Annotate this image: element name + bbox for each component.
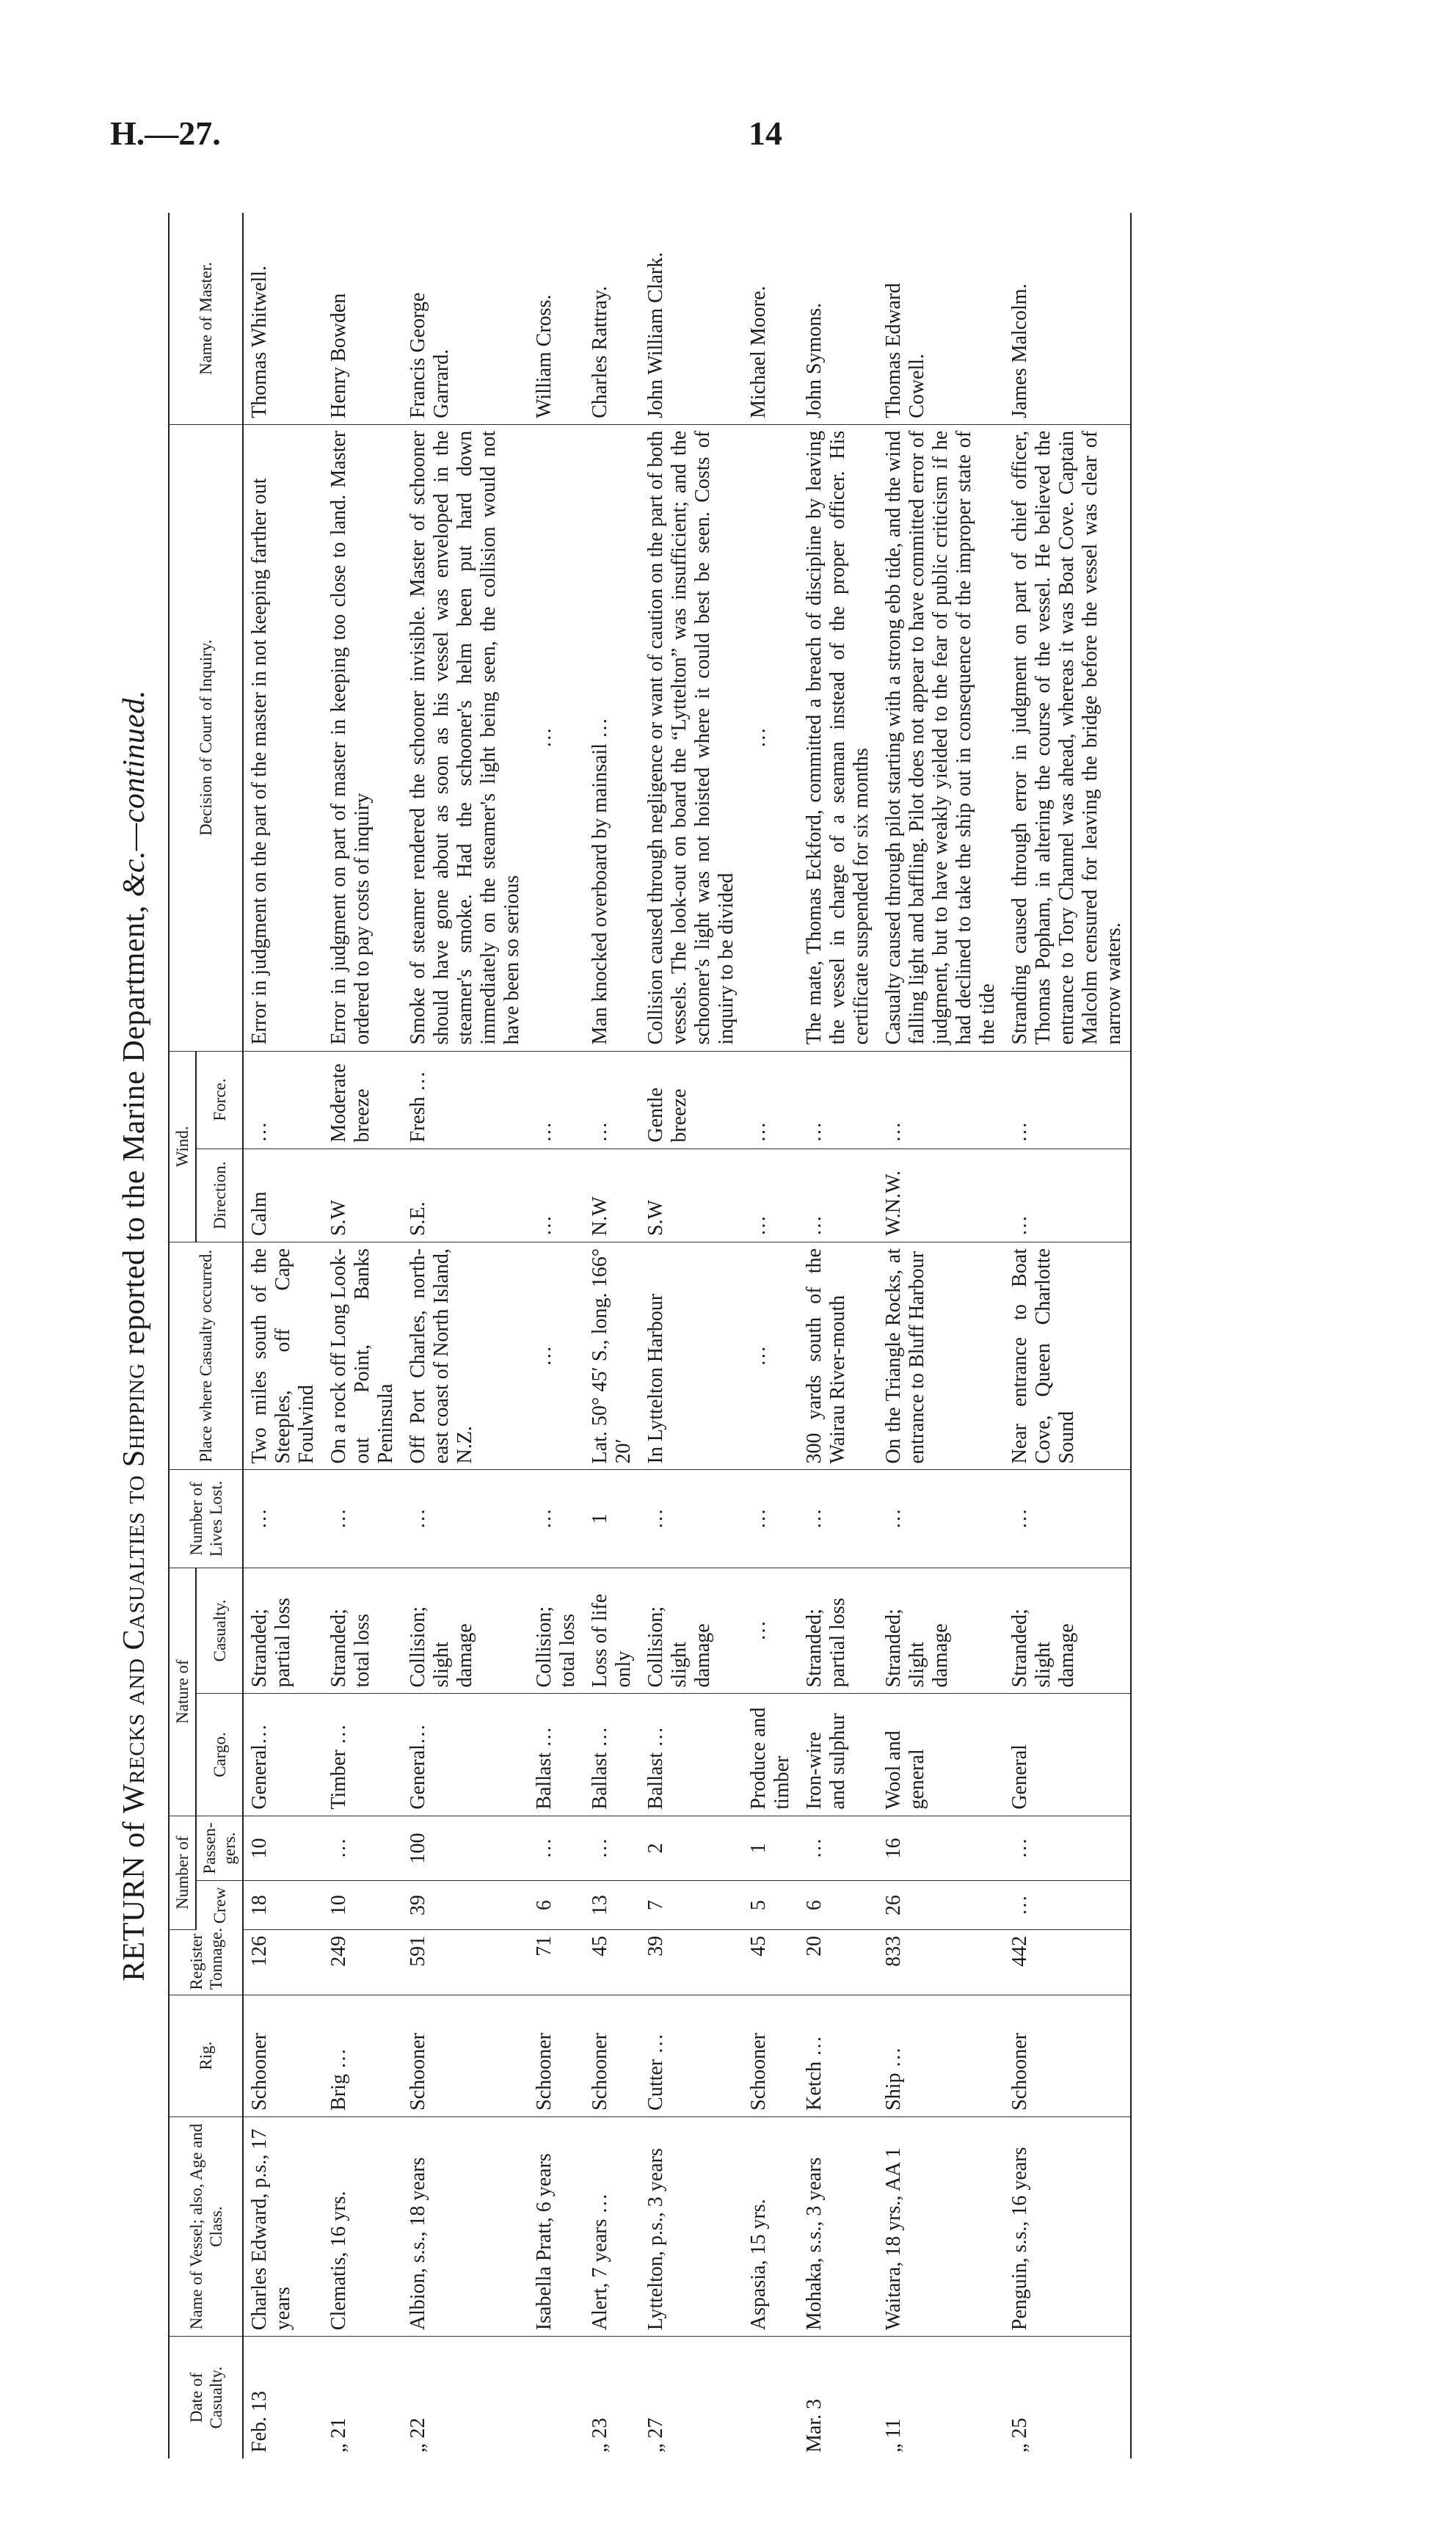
month: „	[407, 2443, 429, 2453]
cargo-cell: Ballast …	[528, 1694, 584, 1816]
vessel-cell: Albion, s.s., 18 years	[402, 2116, 528, 2336]
wind-direction-cell: Calm	[243, 1149, 323, 1242]
decision-cell: Stranding caused through error in judgment on part of chief officer, Thomas Popham, in altering the course of the vessel. He believed the entrance to Tory Channel was ahead, whereas it was Boat Cove. Captain Malcolm censured for leaving the bridge before the vessel was clear of narrow waters.	[1004, 424, 1131, 1051]
tonnage-cell: 39	[640, 1929, 743, 1995]
month: „	[1008, 2443, 1031, 2453]
wind-direction-cell: …	[528, 1149, 584, 1242]
date-cell	[584, 2337, 640, 2458]
master-cell: William Cross.	[528, 213, 584, 424]
wind-force-cell: Fresh …	[402, 1051, 528, 1149]
vessel-cell: Waitara, 18 yrs., AA 1	[878, 2116, 1004, 2336]
wind-direction-cell: S.W	[640, 1149, 743, 1242]
vessel-cell: Isabella Pratt, 6 years	[528, 2116, 584, 2336]
cargo-cell: Ballast …	[640, 1694, 743, 1816]
table-row	[798, 213, 878, 2458]
table-row	[1004, 213, 1131, 2458]
crew-cell: 13	[584, 1881, 640, 1930]
lives-cell: …	[878, 1470, 1004, 1568]
table-row	[878, 213, 1004, 2458]
rig-cell: Schooner	[584, 1995, 640, 2116]
col-lives: Number of Lives Lost.	[169, 1470, 243, 1568]
vessel-cell: Alert, 7 years …	[584, 2116, 640, 2336]
rig-cell: Schooner	[528, 1995, 584, 2116]
casualty-cell: Stranded; slight damage	[878, 1568, 1004, 1694]
casualty-cell: …	[743, 1568, 798, 1694]
col-rig: Rig.	[169, 1995, 243, 2116]
place-cell: Lat. 50° 45′ S., long. 166° 20′	[584, 1242, 640, 1470]
master-cell: Charles Rattray.	[584, 213, 640, 424]
day: 13	[248, 2391, 271, 2412]
table-row	[528, 213, 584, 2458]
lives-cell: …	[640, 1470, 743, 1568]
col-nature-of: Nature of	[169, 1568, 196, 1816]
casualty-cell: Stranded; total loss	[323, 1568, 402, 1694]
decision-cell: Man knocked overboard by mainsail …	[584, 424, 640, 1051]
passengers-cell: 2	[640, 1816, 743, 1881]
wind-force-cell: …	[743, 1051, 798, 1149]
decision-cell: Collision caused through negligence or want of caution on the part of both vessels. The look-out on board the “Lyttelton” was insufficient; and the schooner's light was not hoisted where it could best be seen. Costs of inquiry to be divided	[640, 424, 743, 1051]
master-cell: James Malcolm.	[1004, 213, 1131, 424]
document-reference: H.—27.	[110, 114, 221, 152]
passengers-cell: …	[1004, 1816, 1131, 1881]
place-cell: On a rock off Long Look-out Point, Banks Peninsula	[323, 1242, 402, 1470]
tonnage-cell: 442	[1004, 1929, 1131, 1995]
col-decision: Decision of Court of Inquiry.	[169, 424, 243, 1051]
rotated-return-table	[114, 213, 1361, 2458]
cargo-cell: Timber …	[323, 1694, 402, 1816]
table-row	[323, 213, 402, 2458]
vessel-cell: Lyttelton, p.s., 3 years	[640, 2116, 743, 2336]
place-cell: On the Triangle Rocks, at entrance to Bluff Harbour	[878, 1242, 1004, 1470]
date-cell	[743, 2337, 798, 2458]
date-cell	[878, 2337, 1004, 2458]
crew-cell: 6	[528, 1881, 584, 1930]
wind-force-cell: …	[1004, 1051, 1131, 1149]
page-header	[110, 114, 1358, 165]
wind-force-cell: …	[798, 1051, 878, 1149]
place-cell: Off Port Charles, north-east coast of North Island, N.Z.	[402, 1242, 528, 1470]
title-main: Wrecks and Casualties to Shipping	[117, 1363, 151, 1813]
month: „	[882, 2443, 905, 2453]
wind-force-cell: …	[584, 1051, 640, 1149]
master-cell: Michael Moore.	[743, 213, 798, 424]
date-cell	[243, 2337, 323, 2458]
lives-cell: …	[798, 1470, 878, 1568]
crew-cell: 26	[878, 1881, 1004, 1930]
wind-direction-cell: …	[1004, 1149, 1131, 1242]
master-cell: Francis George Garrard.	[402, 213, 528, 424]
wind-direction-cell: S.E.	[402, 1149, 528, 1242]
lives-cell: …	[402, 1470, 528, 1568]
lives-cell: 1	[584, 1470, 640, 1568]
col-master: Name of Master.	[169, 213, 243, 424]
vessel-cell: Charles Edward, p.s., 17 years	[243, 2116, 323, 2336]
month: „	[589, 2443, 611, 2453]
rig-cell: Ship …	[878, 1995, 1004, 2116]
title-prefix: RETURN of	[117, 1813, 151, 1981]
date-cell	[528, 2337, 584, 2458]
day: 23	[589, 2417, 611, 2439]
place-cell: Near entrance to Boat Cove, Queen Charlotte Sound	[1004, 1242, 1131, 1470]
cargo-cell: Ballast …	[584, 1694, 640, 1816]
table-row	[402, 213, 528, 2458]
rig-cell: Schooner	[743, 1995, 798, 2116]
day: 11	[882, 2418, 905, 2439]
tonnage-cell: 71	[528, 1929, 584, 1995]
casualty-cell: Collision; slight damage	[402, 1568, 528, 1694]
day: 3	[803, 2398, 826, 2409]
cargo-cell: Iron-wire and sulphur	[798, 1694, 878, 1816]
place-cell: 300 yards south of the Wairau River-mouth	[798, 1242, 878, 1470]
day: 21	[327, 2417, 350, 2439]
casualty-cell: Stranded; partial loss	[243, 1568, 323, 1694]
date-cell	[323, 2337, 402, 2458]
month: Mar.	[803, 2414, 826, 2453]
col-cargo: Cargo.	[196, 1694, 243, 1816]
vessel-cell: Penguin, s.s., 16 years	[1004, 2116, 1131, 2336]
vessel-cell: Aspasia, 15 yrs.	[743, 2116, 798, 2336]
lives-cell: …	[1004, 1470, 1131, 1568]
tonnage-cell: 20	[798, 1929, 878, 1995]
title-middle: reported to the Marine Department,	[117, 897, 151, 1364]
passengers-cell: 16	[878, 1816, 1004, 1881]
wind-force-cell: …	[243, 1051, 323, 1149]
lives-cell: …	[528, 1470, 584, 1568]
master-cell: Thomas Whitwell.	[243, 213, 323, 424]
day: 22	[407, 2417, 429, 2439]
col-tonnage: Register Tonnage.	[169, 1929, 243, 1995]
lives-cell: …	[323, 1470, 402, 1568]
decision-cell: Smoke of steamer rendered the schooner invisible. Master of schooner should have gone about as soon as his vessel was enveloped in the steamer's smoke. Had the schooner's helm been put hard down immediately on the steamer's light being seen, the collision would not have been so serious	[402, 424, 528, 1051]
lives-cell: …	[243, 1470, 323, 1568]
table-row	[243, 213, 323, 2458]
wind-direction-cell: N.W	[584, 1149, 640, 1242]
decision-cell: The mate, Thomas Eckford, committed a breach of discipline by leaving the vessel in charge of a seaman instead of the proper officer. His certificate suspended for six months	[798, 424, 878, 1051]
tonnage-cell: 833	[878, 1929, 1004, 1995]
crew-cell: 7	[640, 1881, 743, 1930]
table-title	[114, 213, 168, 2458]
vessel-cell: Mohaka, s.s., 3 years	[798, 2116, 878, 2336]
casualty-cell: Stranded; slight damage	[1004, 1568, 1131, 1694]
wind-force-cell: Gentle breeze	[640, 1051, 743, 1149]
col-place: Place where Casualty occurred.	[169, 1242, 243, 1470]
place-cell: Two miles south of the Steeples, off Cape Foulwind	[243, 1242, 323, 1470]
tonnage-cell: 126	[243, 1929, 323, 1995]
crew-cell: 18	[243, 1881, 323, 1930]
crew-cell: 5	[743, 1881, 798, 1930]
rig-cell: Schooner	[243, 1995, 323, 2116]
tonnage-cell: 45	[743, 1929, 798, 1995]
cargo-cell: Produce and timber	[743, 1694, 798, 1816]
wind-direction-cell: …	[798, 1149, 878, 1242]
day: 27	[644, 2417, 667, 2439]
col-crew: Crew	[196, 1881, 243, 1930]
passengers-cell: …	[528, 1816, 584, 1881]
date-cell	[798, 2337, 878, 2458]
col-date: Date of Casualty.	[169, 2337, 243, 2458]
col-wind: Wind.	[169, 1051, 196, 1242]
passengers-cell: 100	[402, 1816, 528, 1881]
vessel-cell: Clematis, 16 yrs.	[323, 2116, 402, 2336]
tonnage-cell: 591	[402, 1929, 528, 1995]
day: 25	[1008, 2417, 1031, 2439]
passengers-cell: …	[798, 1816, 878, 1881]
cargo-cell: General…	[402, 1694, 528, 1816]
date-cell	[402, 2337, 528, 2458]
rig-cell: Ketch …	[798, 1995, 878, 2116]
decision-cell: Error in judgment on part of master in keeping too close to land. Master ordered to pay costs of inquiry	[323, 424, 402, 1051]
crew-cell: 6	[798, 1881, 878, 1930]
wind-direction-cell: W.N.W.	[878, 1149, 1004, 1242]
decision-cell: Error in judgment on the part of the master in not keeping farther out	[243, 424, 323, 1051]
passengers-cell: …	[584, 1816, 640, 1881]
master-cell: Henry Bowden	[323, 213, 402, 424]
table-row	[743, 213, 798, 2458]
master-cell: Thomas Edward Cowell.	[878, 213, 1004, 424]
decision-cell: …	[743, 424, 798, 1051]
cargo-cell: Wool and general	[878, 1694, 1004, 1816]
decision-cell: …	[528, 424, 584, 1051]
wind-direction-cell: …	[743, 1149, 798, 1242]
casualty-cell: Collision; slight damage	[640, 1568, 743, 1694]
table-row	[640, 213, 743, 2458]
master-cell: John William Clark.	[640, 213, 743, 424]
tonnage-cell: 249	[323, 1929, 402, 1995]
place-cell: …	[528, 1242, 584, 1470]
date-cell	[640, 2337, 743, 2458]
crew-cell: 10	[323, 1881, 402, 1930]
col-casualty: Casualty.	[196, 1568, 243, 1694]
passengers-cell: …	[323, 1816, 402, 1881]
rig-cell: Schooner	[402, 1995, 528, 2116]
crew-cell: 39	[402, 1881, 528, 1930]
wind-force-cell: …	[528, 1051, 584, 1149]
month: „	[644, 2443, 667, 2453]
title-suffix: &c.—continued.	[117, 690, 151, 898]
decision-cell: Casualty caused through pilot starting with a strong ebb tide, and the wind falling light and baffling. Pilot does not appear to have committed error of judgment, but to have weakly yielded to the fear of public criticism if he had declined to take the ship out in consequence of the improper state of the tide	[878, 424, 1004, 1051]
passengers-cell: 10	[243, 1816, 323, 1881]
cargo-cell: General	[1004, 1694, 1131, 1816]
casualty-cell: Collision; total loss	[528, 1568, 584, 1694]
col-number-of: Number of	[169, 1816, 196, 1929]
col-direction: Direction.	[196, 1149, 243, 1242]
casualty-cell: Stranded; partial loss	[798, 1568, 878, 1694]
table-row	[584, 213, 640, 2458]
crew-cell: …	[1004, 1881, 1131, 1930]
place-cell: …	[743, 1242, 798, 1470]
wind-force-cell: Moderate breeze	[323, 1051, 402, 1149]
lives-cell: …	[743, 1470, 798, 1568]
wind-direction-cell: S.W	[323, 1149, 402, 1242]
page-number: 14	[749, 114, 782, 152]
tonnage-cell: 45	[584, 1929, 640, 1995]
casualty-table	[168, 213, 1132, 2458]
col-passengers: Passen-gers.	[196, 1816, 243, 1881]
cargo-cell: General…	[243, 1694, 323, 1816]
passengers-cell: 1	[743, 1816, 798, 1881]
rig-cell: Brig …	[323, 1995, 402, 2116]
rig-cell: Schooner	[1004, 1995, 1131, 2116]
place-cell: In Lyttelton Harbour	[640, 1242, 743, 1470]
col-vessel: Name of Vessel; also, Age and Class.	[169, 2116, 243, 2336]
month: Feb.	[248, 2417, 271, 2453]
rig-cell: Cutter …	[640, 1995, 743, 2116]
date-cell	[1004, 2337, 1131, 2458]
wind-force-cell: …	[878, 1051, 1004, 1149]
master-cell: John Symons.	[798, 213, 878, 424]
casualty-cell: Loss of life only	[584, 1568, 640, 1694]
col-force: Force.	[196, 1051, 243, 1149]
month: „	[327, 2443, 350, 2453]
